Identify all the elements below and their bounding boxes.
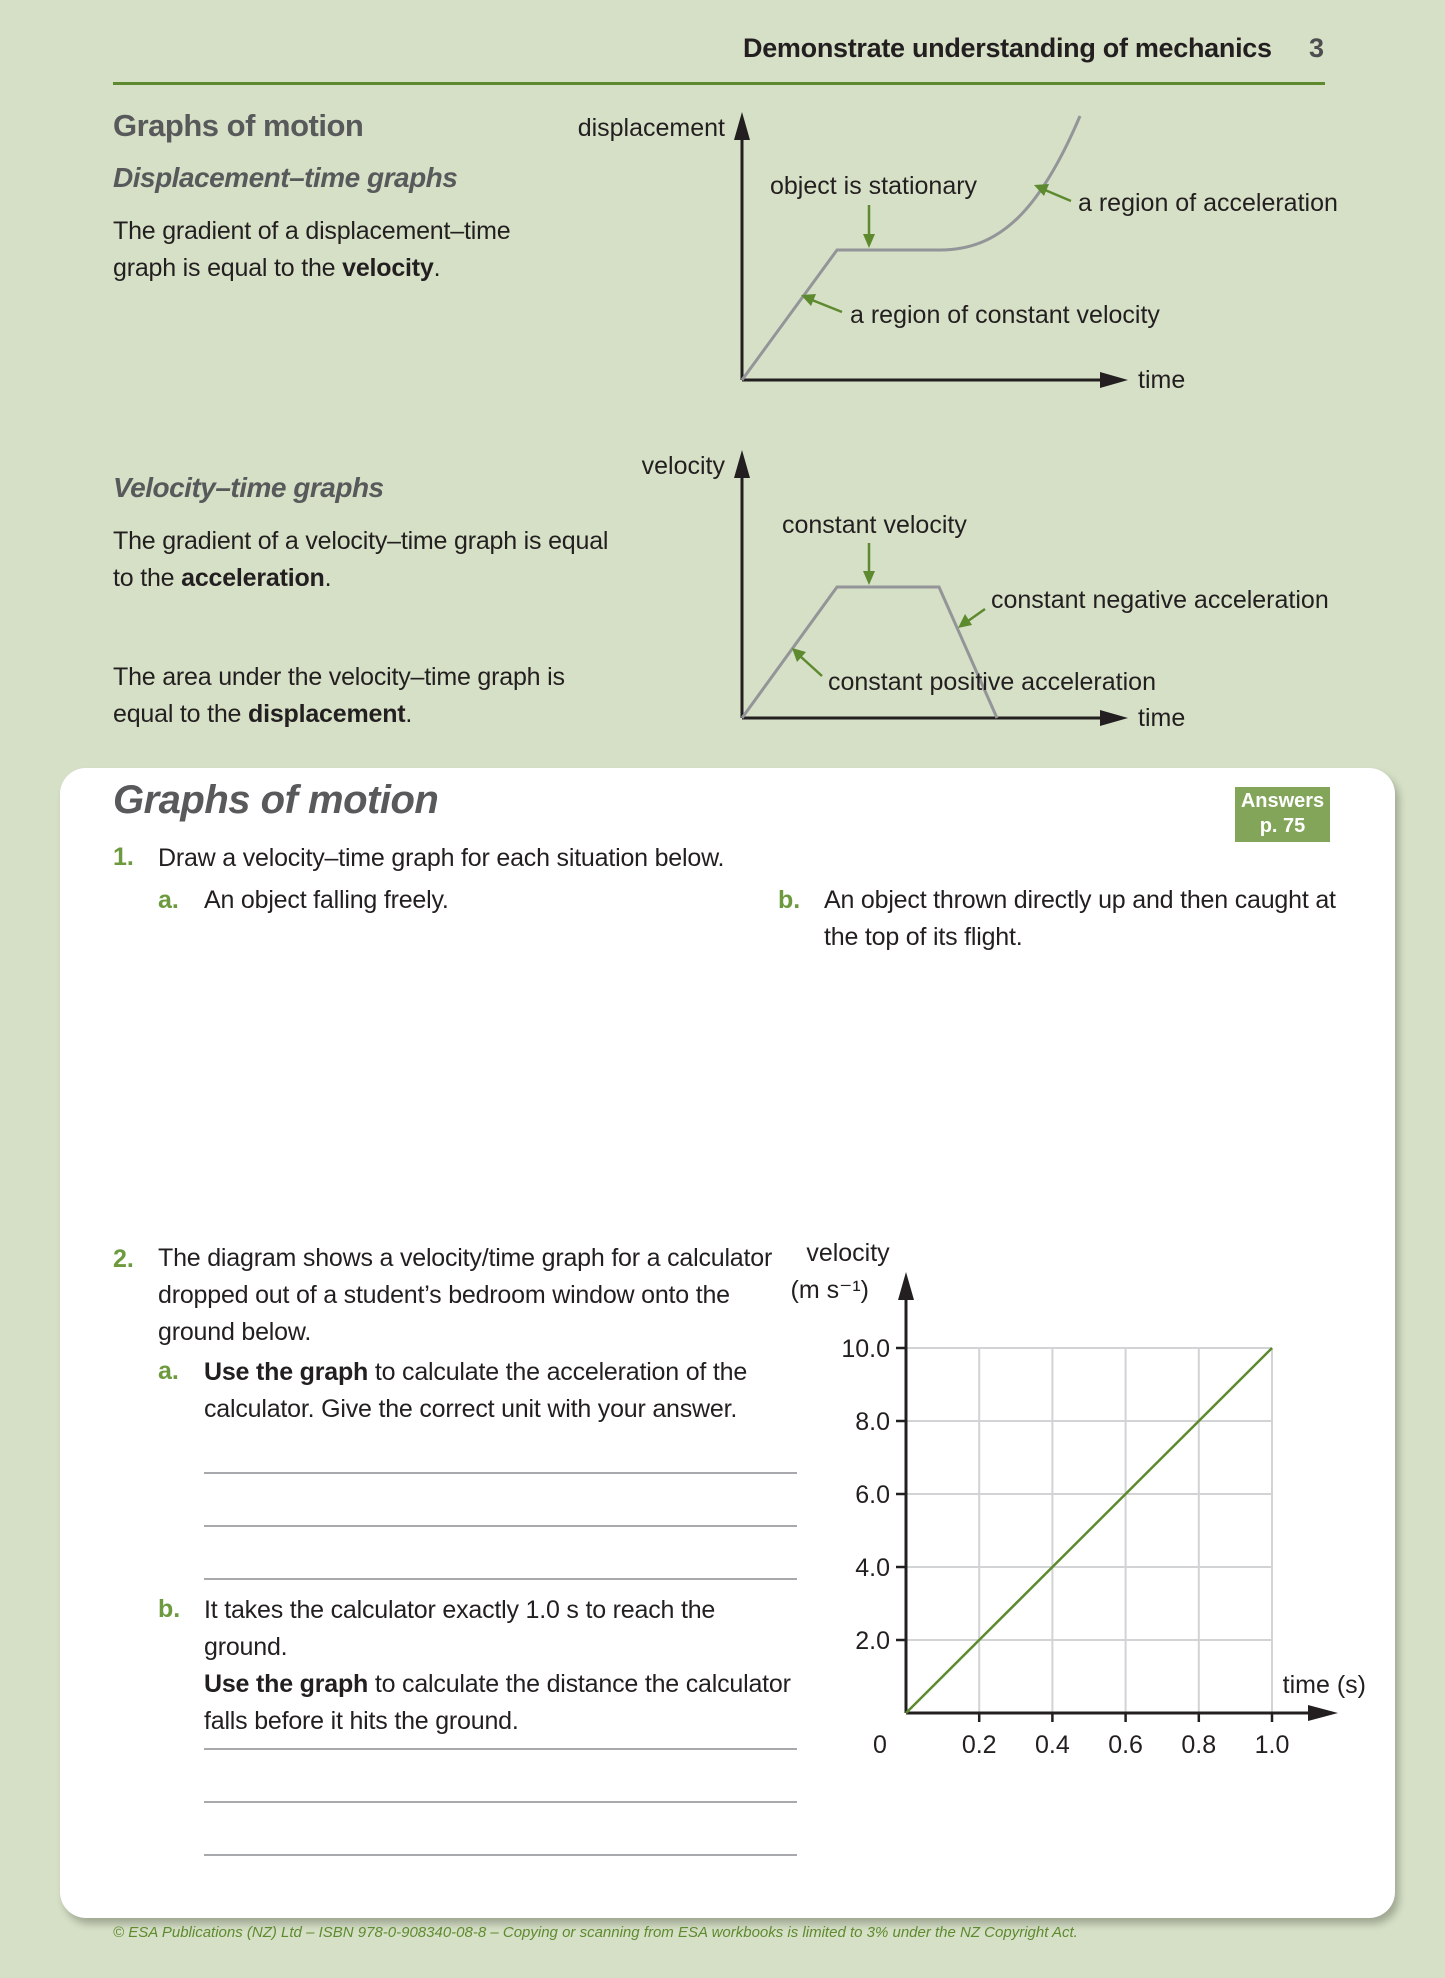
q1b-label: b. — [778, 886, 801, 914]
q1a-drawing-area[interactable] — [204, 930, 764, 1210]
v-arrow-negative — [968, 609, 985, 621]
q2-number: 2. — [113, 1245, 134, 1273]
series-line-calculator — [906, 1348, 1272, 1713]
d-arrow-constant-velocity — [812, 300, 842, 312]
v-arrow-positive — [800, 656, 822, 676]
d-annot-constant-velocity: a region of constant velocity — [850, 301, 1160, 329]
q2b-answer-line-2[interactable] — [204, 1801, 797, 1803]
exercise-title: Graphs of motion — [113, 778, 439, 822]
q2-text: The diagram shows a velocity/time graph for a calculator dropped out of a student’s bedroom window onto the ground below. — [158, 1244, 773, 1346]
x-tick-label: 0.8 — [1181, 1731, 1217, 1759]
velocity-subtitle: Velocity–time graphs — [113, 472, 384, 503]
v-ylabel: velocity — [641, 452, 725, 480]
q1b-drawing-area[interactable] — [824, 960, 1344, 1210]
x-tick-label: 0.2 — [961, 1731, 997, 1759]
q2a-answer-line-3[interactable] — [204, 1578, 797, 1580]
d-x-axis-arrowhead — [1100, 372, 1128, 388]
answers-badge[interactable]: Answers p. 75 — [1235, 787, 1330, 842]
keyword-displacement: displacement — [248, 700, 406, 728]
chart-ylabel: velocity — [806, 1239, 890, 1267]
chart-ylabel-unit: (m s⁻¹) — [790, 1276, 869, 1304]
velocity-gradient-note: The gradient of a velocity–time graph is equal to the acceleration. — [113, 527, 609, 592]
keyword-velocity: velocity — [342, 254, 434, 282]
y-tick-label: 8.0 — [855, 1408, 890, 1436]
d-curve — [742, 116, 1080, 380]
d-arrow-acceleration — [1045, 190, 1071, 201]
d-arrowhead-stationary — [863, 234, 875, 248]
x-axis-arrowhead — [1308, 1705, 1338, 1721]
running-header-title: Demonstrate understanding of mechanics — [743, 33, 1272, 63]
q2b-answer-line-1[interactable] — [204, 1748, 797, 1750]
v-annot-positive: constant positive acceleration — [828, 668, 1156, 696]
v-curve — [742, 587, 997, 718]
d-y-axis-arrowhead — [734, 112, 750, 140]
d-annot-acceleration: a region of acceleration — [1078, 189, 1338, 217]
x-tick-label: 1.0 — [1254, 1731, 1290, 1759]
q1a-label: a. — [158, 886, 179, 914]
displacement-subtitle: Displacement–time graphs — [113, 162, 458, 193]
x-tick-label: 0.6 — [1108, 1731, 1143, 1759]
section-title: Graphs of motion — [113, 108, 364, 143]
v-annot-negative: constant negative acceleration — [991, 586, 1329, 614]
v-arrowhead-constant-velocity — [863, 571, 875, 585]
calculator-velocity-time-chart — [780, 1230, 1400, 1770]
q2a-answer-line-2[interactable] — [204, 1525, 797, 1527]
y-tick-label: 10.0 — [841, 1335, 890, 1363]
q1-text: Draw a velocity–time graph for each situation below. — [158, 844, 725, 872]
q2a-text: Use the graph to calculate the acceleration of the calculator. Give the correct unit with your answer. — [204, 1358, 748, 1423]
q2a-label: a. — [158, 1357, 179, 1385]
q1b-text: An object thrown directly up and then caught at the top of its flight. — [824, 886, 1336, 951]
d-ylabel: displacement — [577, 114, 725, 142]
v-xlabel: time — [1138, 704, 1186, 732]
velocity-area-note: The area under the velocity–time graph is equal to the displacement. — [113, 663, 565, 728]
displacement-note: The gradient of a displacement–time graph is equal to the velocity. — [113, 217, 511, 282]
page-number: 3 — [1309, 33, 1325, 63]
q1a-text: An object falling freely. — [204, 886, 449, 914]
d-annot-stationary: object is stationary — [770, 172, 978, 200]
y-axis-arrowhead — [898, 1272, 914, 1300]
chart-origin-label: 0 — [873, 1731, 887, 1759]
displacement-time-diagram — [0, 0, 1445, 760]
q2b-answer-line-3[interactable] — [204, 1854, 797, 1856]
v-x-axis-arrowhead — [1100, 710, 1128, 726]
y-tick-label: 4.0 — [855, 1554, 890, 1582]
y-tick-label: 6.0 — [855, 1481, 890, 1509]
chart-xlabel: time (s) — [1282, 1671, 1366, 1699]
copyright-footer: © ESA Publications (NZ) Ltd – ISBN 978-0-908340-08-8 – Copying or scanning from ESA workbooks is limited to 3% under the NZ Copyright Act. — [113, 1924, 1078, 1941]
x-tick-label: 0.4 — [1035, 1731, 1070, 1759]
v-annot-constant-velocity: constant velocity — [782, 511, 967, 539]
d-xlabel: time — [1138, 366, 1186, 394]
y-tick-label: 2.0 — [855, 1627, 890, 1655]
v-y-axis-arrowhead — [734, 450, 750, 478]
q2a-answer-line-1[interactable] — [204, 1472, 797, 1474]
q1-number: 1. — [113, 843, 134, 871]
chart-series — [906, 1348, 1272, 1713]
q2b-label: b. — [158, 1595, 181, 1623]
q2b-text: It takes the calculator exactly 1.0 s to reach the ground. Use the graph to calculate the distance the calculator falls before it hits the ground. — [204, 1596, 791, 1735]
